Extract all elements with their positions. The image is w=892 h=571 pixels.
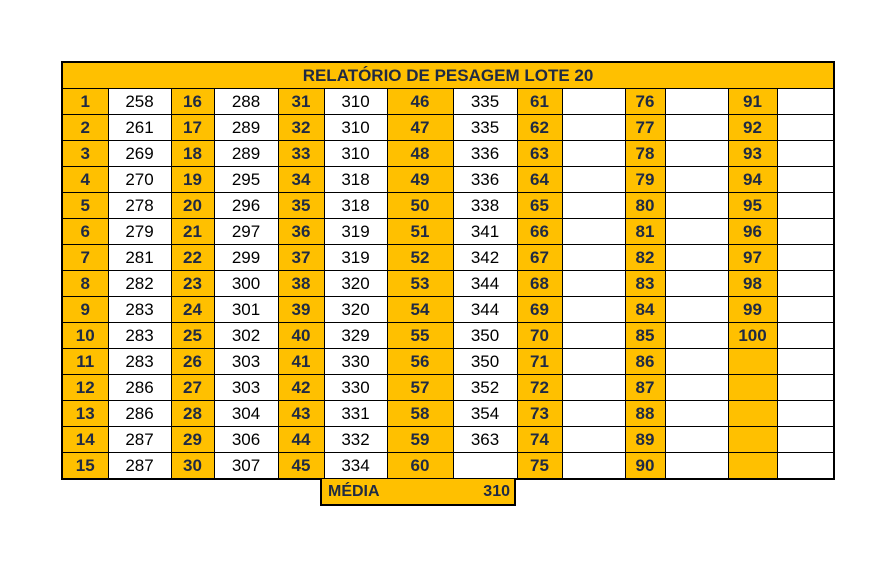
weight-cell: 332	[324, 427, 387, 453]
animal-number-cell: 93	[728, 141, 777, 167]
animal-number-cell: 87	[625, 375, 665, 401]
weight-cell	[777, 375, 834, 401]
animal-number-cell: 68	[517, 271, 562, 297]
animal-number-cell: 64	[517, 167, 562, 193]
weight-cell: 318	[324, 193, 387, 219]
weight-cell: 336	[453, 167, 517, 193]
animal-number-cell: 58	[387, 401, 453, 427]
table-row	[62, 349, 834, 375]
weighing-report-table	[61, 61, 835, 480]
weight-cell: 306	[214, 427, 278, 453]
report-title: RELATÓRIO DE PESAGEM LOTE 20	[62, 62, 834, 89]
weight-cell	[665, 453, 728, 480]
animal-number-cell: 79	[625, 167, 665, 193]
table-row	[62, 167, 834, 193]
animal-number-cell: 39	[278, 297, 324, 323]
animal-number-cell: 74	[517, 427, 562, 453]
animal-number-cell: 63	[517, 141, 562, 167]
weight-cell	[665, 349, 728, 375]
animal-number-cell: 6	[62, 219, 108, 245]
weight-cell: 282	[108, 271, 171, 297]
weight-cell: 336	[453, 141, 517, 167]
animal-number-cell: 13	[62, 401, 108, 427]
animal-number-cell: 97	[728, 245, 777, 271]
animal-number-cell: 73	[517, 401, 562, 427]
animal-number-cell: 95	[728, 193, 777, 219]
weight-cell	[562, 193, 625, 219]
animal-number-cell: 23	[171, 271, 214, 297]
weight-cell: 303	[214, 349, 278, 375]
weight-cell	[562, 375, 625, 401]
weight-cell: 330	[324, 349, 387, 375]
animal-number-cell: 100	[728, 323, 777, 349]
weight-cell	[562, 219, 625, 245]
animal-number-cell: 34	[278, 167, 324, 193]
animal-number-cell: 48	[387, 141, 453, 167]
weight-cell	[665, 89, 728, 115]
animal-number-cell: 86	[625, 349, 665, 375]
weight-cell: 299	[214, 245, 278, 271]
animal-number-cell: 32	[278, 115, 324, 141]
animal-number-cell: 72	[517, 375, 562, 401]
weight-cell	[777, 427, 834, 453]
weight-cell: 258	[108, 89, 171, 115]
table-row	[62, 297, 834, 323]
animal-number-cell: 54	[387, 297, 453, 323]
weight-cell: 302	[214, 323, 278, 349]
animal-number-cell: 22	[171, 245, 214, 271]
weight-cell	[777, 193, 834, 219]
weight-cell: 329	[324, 323, 387, 349]
weight-cell: 283	[108, 323, 171, 349]
table-row	[62, 193, 834, 219]
animal-number-cell: 66	[517, 219, 562, 245]
animal-number-cell: 42	[278, 375, 324, 401]
weight-cell: 352	[453, 375, 517, 401]
weight-cell	[777, 141, 834, 167]
weight-cell	[562, 89, 625, 115]
weight-cell: 320	[324, 271, 387, 297]
weight-cell: 335	[453, 89, 517, 115]
animal-number-cell: 71	[517, 349, 562, 375]
animal-number-cell: 53	[387, 271, 453, 297]
animal-number-cell	[728, 453, 777, 480]
weight-cell: 300	[214, 271, 278, 297]
weight-cell	[665, 271, 728, 297]
weight-cell: 341	[453, 219, 517, 245]
weight-cell: 301	[214, 297, 278, 323]
weight-cell	[562, 297, 625, 323]
weight-cell: 296	[214, 193, 278, 219]
weight-cell: 319	[324, 219, 387, 245]
animal-number-cell: 12	[62, 375, 108, 401]
animal-number-cell: 83	[625, 271, 665, 297]
table-row	[62, 375, 834, 401]
animal-number-cell: 14	[62, 427, 108, 453]
animal-number-cell: 35	[278, 193, 324, 219]
animal-number-cell	[728, 427, 777, 453]
weight-cell	[562, 167, 625, 193]
animal-number-cell: 28	[171, 401, 214, 427]
weight-cell: 303	[214, 375, 278, 401]
animal-number-cell	[728, 375, 777, 401]
weight-cell	[777, 271, 834, 297]
weight-cell: 307	[214, 453, 278, 480]
animal-number-cell: 46	[387, 89, 453, 115]
weight-cell: 350	[453, 349, 517, 375]
weight-cell: 279	[108, 219, 171, 245]
weight-cell: 320	[324, 297, 387, 323]
animal-number-cell: 37	[278, 245, 324, 271]
weight-cell: 288	[214, 89, 278, 115]
weight-cell	[562, 349, 625, 375]
weight-cell	[777, 401, 834, 427]
weight-cell: 331	[324, 401, 387, 427]
animal-number-cell: 91	[728, 89, 777, 115]
animal-number-cell: 40	[278, 323, 324, 349]
weight-cell	[665, 219, 728, 245]
animal-number-cell	[728, 349, 777, 375]
weight-cell: 289	[214, 141, 278, 167]
animal-number-cell: 11	[62, 349, 108, 375]
animal-number-cell: 20	[171, 193, 214, 219]
animal-number-cell: 10	[62, 323, 108, 349]
weight-cell: 335	[453, 115, 517, 141]
weight-cell	[562, 401, 625, 427]
weight-cell	[562, 141, 625, 167]
animal-number-cell: 67	[517, 245, 562, 271]
weight-cell: 363	[453, 427, 517, 453]
animal-number-cell: 76	[625, 89, 665, 115]
weight-cell	[562, 271, 625, 297]
animal-number-cell: 75	[517, 453, 562, 480]
weight-cell: 310	[324, 141, 387, 167]
weight-cell: 286	[108, 375, 171, 401]
table-row	[62, 89, 834, 115]
animal-number-cell: 92	[728, 115, 777, 141]
weight-cell	[562, 245, 625, 271]
table-row	[62, 141, 834, 167]
weight-cell: 344	[453, 271, 517, 297]
animal-number-cell: 33	[278, 141, 324, 167]
table-row	[62, 219, 834, 245]
animal-number-cell	[728, 401, 777, 427]
animal-number-cell: 90	[625, 453, 665, 480]
animal-number-cell: 98	[728, 271, 777, 297]
weight-cell: 269	[108, 141, 171, 167]
animal-number-cell: 16	[171, 89, 214, 115]
animal-number-cell: 55	[387, 323, 453, 349]
animal-number-cell: 43	[278, 401, 324, 427]
animal-number-cell: 78	[625, 141, 665, 167]
weight-cell	[777, 297, 834, 323]
average-value: 310	[483, 483, 510, 500]
weight-cell: 287	[108, 427, 171, 453]
table-row	[62, 245, 834, 271]
animal-number-cell: 36	[278, 219, 324, 245]
animal-number-cell: 3	[62, 141, 108, 167]
weight-cell: 287	[108, 453, 171, 480]
weight-cell	[777, 219, 834, 245]
table-row	[62, 453, 834, 480]
weight-cell	[665, 375, 728, 401]
animal-number-cell: 65	[517, 193, 562, 219]
table-row	[62, 115, 834, 141]
weight-cell	[665, 115, 728, 141]
animal-number-cell: 41	[278, 349, 324, 375]
animal-number-cell: 19	[171, 167, 214, 193]
table-row	[62, 427, 834, 453]
animal-number-cell: 26	[171, 349, 214, 375]
weight-cell: 318	[324, 167, 387, 193]
weight-cell: 289	[214, 115, 278, 141]
animal-number-cell: 38	[278, 271, 324, 297]
animal-number-cell: 81	[625, 219, 665, 245]
weight-cell	[665, 193, 728, 219]
animal-number-cell: 21	[171, 219, 214, 245]
average-summary	[320, 479, 516, 506]
weight-cell	[665, 141, 728, 167]
animal-number-cell: 25	[171, 323, 214, 349]
animal-number-cell: 8	[62, 271, 108, 297]
weight-cell: 278	[108, 193, 171, 219]
animal-number-cell: 18	[171, 141, 214, 167]
weight-cell	[665, 323, 728, 349]
weight-cell: 350	[453, 323, 517, 349]
weight-cell: 297	[214, 219, 278, 245]
animal-number-cell: 9	[62, 297, 108, 323]
animal-number-cell: 57	[387, 375, 453, 401]
weight-cell: 319	[324, 245, 387, 271]
weight-cell	[665, 427, 728, 453]
table-row	[62, 323, 834, 349]
animal-number-cell: 82	[625, 245, 665, 271]
weight-cell	[777, 323, 834, 349]
weight-cell	[453, 453, 517, 480]
animal-number-cell: 88	[625, 401, 665, 427]
weight-cell: 283	[108, 297, 171, 323]
animal-number-cell: 60	[387, 453, 453, 480]
weight-cell	[777, 453, 834, 480]
weight-cell	[562, 115, 625, 141]
weight-cell: 330	[324, 375, 387, 401]
weight-cell	[777, 167, 834, 193]
weight-cell	[665, 245, 728, 271]
animal-number-cell: 47	[387, 115, 453, 141]
animal-number-cell: 84	[625, 297, 665, 323]
average-label: MÉDIA	[328, 483, 380, 500]
weight-cell: 261	[108, 115, 171, 141]
animal-number-cell: 52	[387, 245, 453, 271]
animal-number-cell: 31	[278, 89, 324, 115]
weight-cell	[777, 115, 834, 141]
animal-number-cell: 30	[171, 453, 214, 480]
animal-number-cell: 80	[625, 193, 665, 219]
animal-number-cell: 2	[62, 115, 108, 141]
weight-cell: 283	[108, 349, 171, 375]
animal-number-cell: 44	[278, 427, 324, 453]
animal-number-cell: 49	[387, 167, 453, 193]
animal-number-cell: 94	[728, 167, 777, 193]
animal-number-cell: 27	[171, 375, 214, 401]
weight-cell	[562, 323, 625, 349]
animal-number-cell: 45	[278, 453, 324, 480]
animal-number-cell: 62	[517, 115, 562, 141]
animal-number-cell: 56	[387, 349, 453, 375]
table-row	[62, 271, 834, 297]
animal-number-cell: 59	[387, 427, 453, 453]
animal-number-cell: 15	[62, 453, 108, 480]
weight-cell: 338	[453, 193, 517, 219]
animal-number-cell: 96	[728, 219, 777, 245]
animal-number-cell: 17	[171, 115, 214, 141]
weight-cell	[562, 427, 625, 453]
weight-cell: 310	[324, 115, 387, 141]
weight-cell	[777, 245, 834, 271]
weight-cell	[665, 167, 728, 193]
animal-number-cell: 77	[625, 115, 665, 141]
animal-number-cell: 24	[171, 297, 214, 323]
animal-number-cell: 99	[728, 297, 777, 323]
animal-number-cell: 7	[62, 245, 108, 271]
table-row	[62, 401, 834, 427]
weight-cell: 334	[324, 453, 387, 480]
animal-number-cell: 51	[387, 219, 453, 245]
animal-number-cell: 85	[625, 323, 665, 349]
animal-number-cell: 69	[517, 297, 562, 323]
animal-number-cell: 5	[62, 193, 108, 219]
weight-cell: 281	[108, 245, 171, 271]
weight-cell: 310	[324, 89, 387, 115]
weight-cell	[665, 401, 728, 427]
weight-cell	[562, 453, 625, 480]
animal-number-cell: 4	[62, 167, 108, 193]
animal-number-cell: 70	[517, 323, 562, 349]
weight-cell	[665, 297, 728, 323]
animal-number-cell: 61	[517, 89, 562, 115]
animal-number-cell: 29	[171, 427, 214, 453]
weight-cell: 354	[453, 401, 517, 427]
animal-number-cell: 89	[625, 427, 665, 453]
weight-cell: 295	[214, 167, 278, 193]
weight-cell: 344	[453, 297, 517, 323]
weight-cell: 304	[214, 401, 278, 427]
animal-number-cell: 1	[62, 89, 108, 115]
weight-cell	[777, 89, 834, 115]
weight-cell	[777, 349, 834, 375]
weight-cell: 286	[108, 401, 171, 427]
animal-number-cell: 50	[387, 193, 453, 219]
report-body	[62, 89, 834, 480]
weight-cell: 270	[108, 167, 171, 193]
weight-cell: 342	[453, 245, 517, 271]
